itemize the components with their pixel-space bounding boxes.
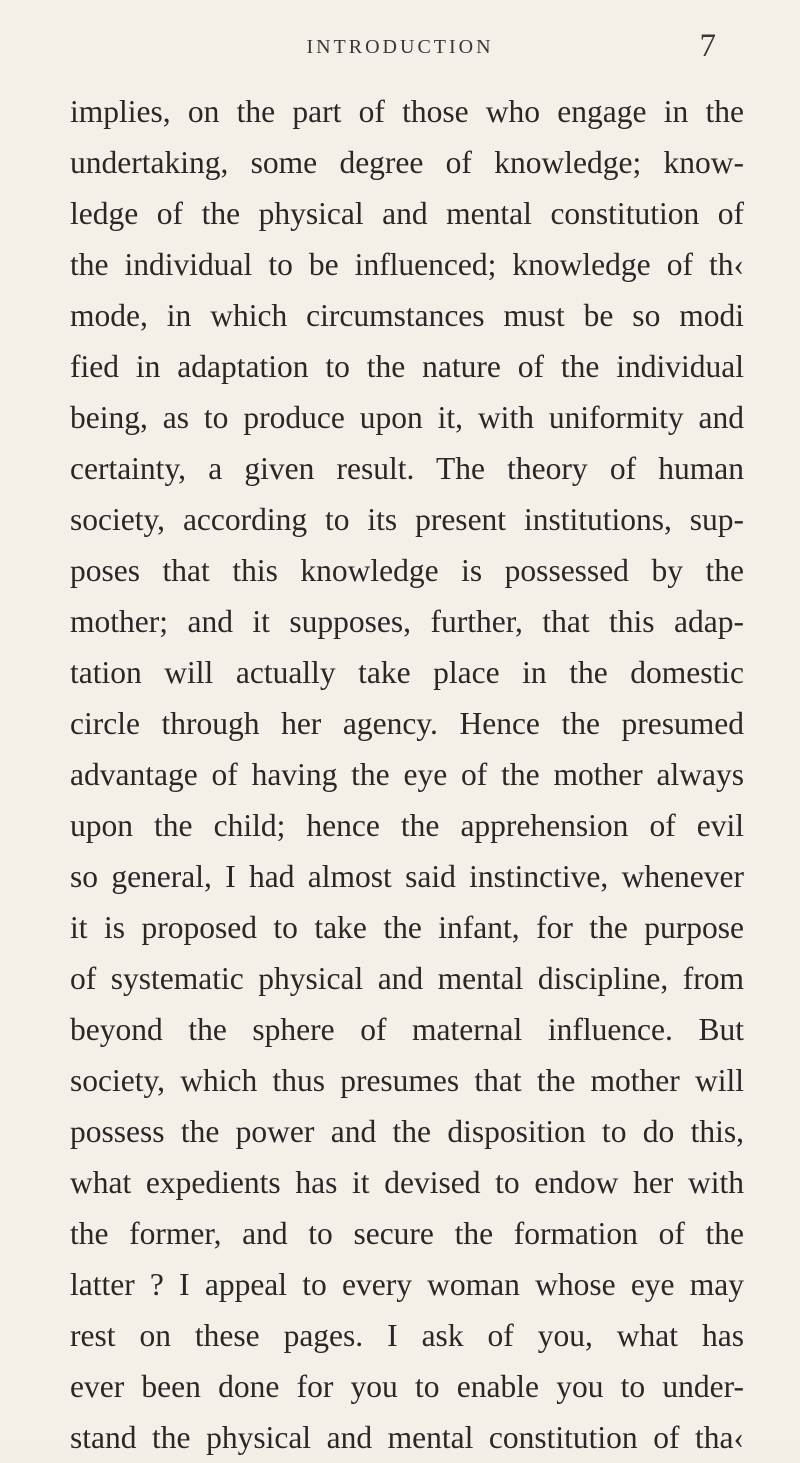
text-line: certainty, a given result. The theory of human — [70, 451, 744, 486]
running-title: INTRODUCTION — [306, 36, 494, 58]
text-line: implies, on the part of those who engage in the — [70, 94, 744, 129]
text-line: circle through her agency. Hence the presumed — [70, 706, 744, 741]
body-text — [70, 86, 744, 1463]
text-line: the former, and to secure the formation of the — [70, 1216, 744, 1251]
text-line: undertaking, some degree of knowledge; know- — [70, 145, 744, 180]
text-line: stand the physical and mental constitution of tha‹ — [70, 1420, 744, 1455]
text-line: ledge of the physical and mental constitution of — [70, 196, 744, 231]
text-line: beyond the sphere of maternal influence. But — [70, 1012, 744, 1047]
text-line: it is proposed to take the infant, for the purpose — [70, 910, 744, 945]
text-line: the individual to be influenced; knowledge of th‹ — [70, 247, 744, 282]
text-line: advantage of having the eye of the mother always — [70, 757, 744, 792]
page-number: 7 — [699, 28, 716, 64]
text-line: mother; and it supposes, further, that this adap- — [70, 604, 744, 639]
text-line: being, as to produce upon it, with uniformity and — [70, 400, 744, 435]
text-line: so general, I had almost said instinctive, whenever — [70, 859, 744, 894]
text-line: ever been done for you to enable you to under- — [70, 1369, 744, 1404]
text-line: society, according to its present institutions, sup- — [70, 502, 744, 537]
text-line: poses that this knowledge is possessed by the — [70, 553, 744, 588]
text-line: latter ? I appeal to every woman whose eye may — [70, 1267, 744, 1302]
text-line: what expedients has it devised to endow her with — [70, 1165, 744, 1200]
text-line: society, which thus presumes that the mother will — [70, 1063, 744, 1098]
text-line: fied in adaptation to the nature of the individual — [70, 349, 744, 384]
text-line: of systematic physical and mental discipline, from — [70, 961, 744, 996]
text-line: upon the child; hence the apprehension of evil — [70, 808, 744, 843]
text-line: tation will actually take place in the domestic — [70, 655, 744, 690]
running-head — [0, 24, 800, 68]
text-line: possess the power and the disposition to do this, — [70, 1114, 744, 1149]
text-line: mode, in which circumstances must be so modi — [70, 298, 744, 333]
text-line: rest on these pages. I ask of you, what has — [70, 1318, 744, 1353]
